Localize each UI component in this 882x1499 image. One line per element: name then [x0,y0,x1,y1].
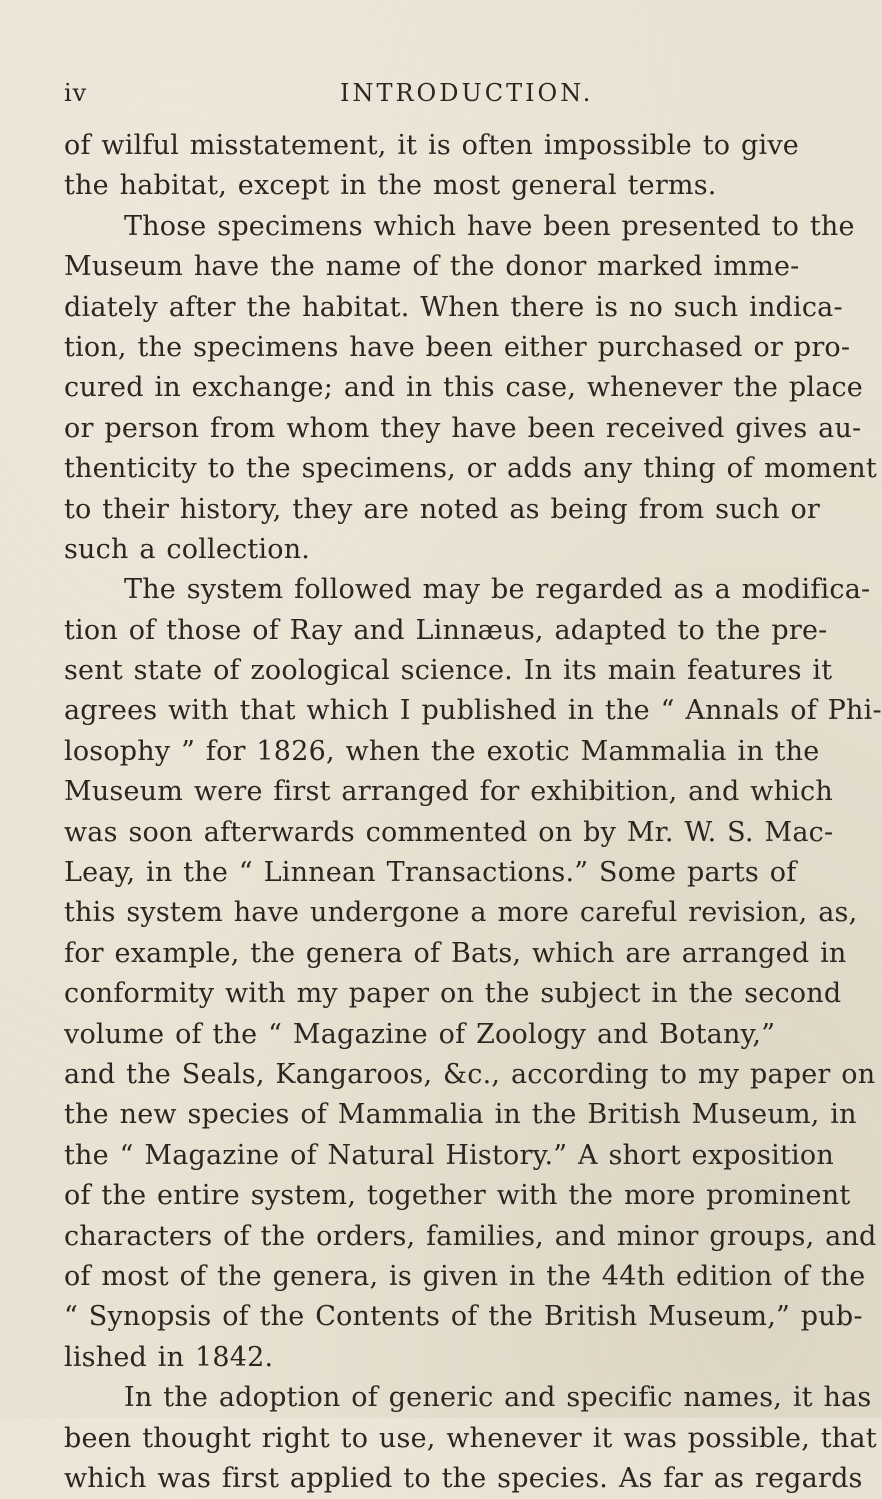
text-line: of wilful misstatement, it is often impossible to give [64,130,799,161]
text-line: volume of the “ Magazine of Zoology and Botany,” [64,1018,776,1050]
text-line: to their history, they are noted as being from such or [64,493,821,525]
text-line: or person from whom they have been received gives au- [64,412,862,444]
text-line: “ Synopsis of the Contents of the British Museum,” pub- [64,1301,863,1333]
text-line: the “ Magazine of Natural History.” A short exposition [64,1139,834,1171]
text-line: been thought right to use, whenever it was possible, that [64,1422,877,1454]
text-line: characters of the orders, families, and minor groups, and [64,1220,877,1252]
text-line: In the adoption of generic and specific names, it has [124,1382,872,1414]
text-line: such a collection. [64,533,311,565]
body-text [64,126,882,1499]
text-line: the habitat, except in the most general terms. [64,170,717,202]
page-number: iv [64,79,88,107]
running-head-title: INTRODUCTION. [340,79,594,107]
text-line: Those specimens which have been presented to the [124,210,855,242]
text-line: tion, the specimens have been either purchased or pro- [64,331,851,363]
text-line: this system have undergone a more careful revision, as, [64,897,858,929]
text-line: of the entire system, together with the more prominent [64,1180,851,1212]
text-line: tion of those of Ray and Linnæus, adapted to the pre- [64,614,828,646]
text-line: sent state of zoological science. In its main features it [64,655,833,687]
text-line: for example, the genera of Bats, which are arranged in [64,937,847,969]
text-line: diately after the habitat. When there is no such indica- [64,291,843,323]
text-line: thenticity to the specimens, or adds any thing of moment [64,453,877,485]
text-line: the new species of Mammalia in the British Museum, in [64,1099,857,1131]
text-line: agrees with that which I published in the “ Annals of Phi- [64,695,882,727]
text-line: of most of the genera, is given in the 44th edition of the [64,1260,866,1292]
text-line: Museum have the name of the donor marked imme- [64,251,800,283]
text-line: losophy ” for 1826, when the exotic Mammalia in the [64,735,820,767]
text-line: cured in exchange; and in this case, whenever the place [64,372,863,404]
text-line: lished in 1842. [64,1341,274,1373]
text-line: The system followed may be regarded as a modifica- [124,574,871,606]
text-line: and the Seals, Kangaroos, &c., according to my paper on [64,1058,876,1090]
running-head [64,76,764,110]
text-line: which was first applied to the species. As far as regards [64,1462,863,1494]
text-line: was soon afterwards commented on by Mr. W. S. Mac- [64,816,834,848]
text-line: conformity with my paper on the subject in the second [64,978,842,1010]
text-line: Museum were first arranged for exhibition, and which [64,776,833,808]
text-line: Leay, in the “ Linnean Transactions.” Some parts of [64,857,797,889]
